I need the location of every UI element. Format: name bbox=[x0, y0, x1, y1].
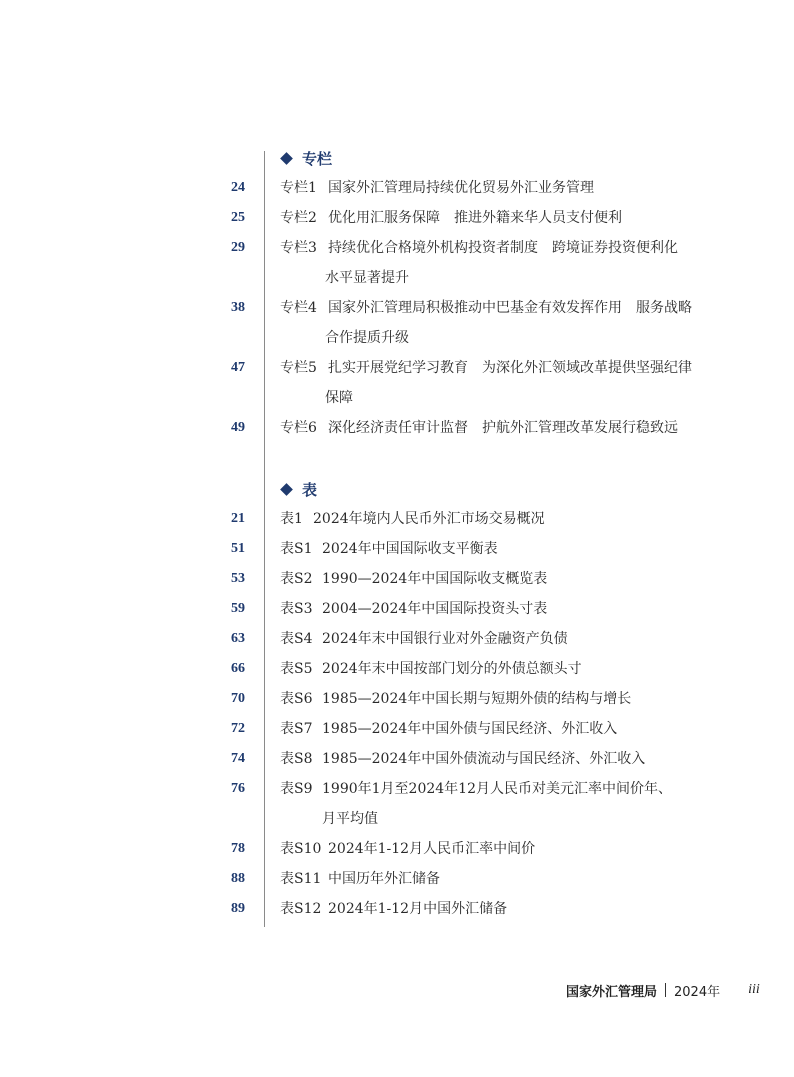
section-heading-tables bbox=[280, 479, 317, 499]
toc-entry[interactable] bbox=[0, 207, 794, 237]
toc-entry[interactable] bbox=[0, 898, 794, 928]
entry-title: 1990—2024年中国国际收支概览表 bbox=[322, 571, 548, 587]
entry-title: 2024年境内人民币外汇市场交易概况 bbox=[313, 511, 545, 527]
entry-label: 表S2 bbox=[280, 571, 313, 587]
entry-title: 1985—2024年中国长期与短期外债的结构与增长 bbox=[322, 691, 632, 707]
entry-title: 2024年中国国际收支平衡表 bbox=[322, 541, 498, 557]
page-number: 76 bbox=[231, 781, 245, 796]
entry-label: 表1 bbox=[280, 511, 303, 527]
entry-label: 表S12 bbox=[280, 901, 322, 917]
page-number: 70 bbox=[231, 691, 245, 706]
entry-label: 表S7 bbox=[280, 721, 313, 737]
entry-label: 表S8 bbox=[280, 751, 313, 767]
entry-title: 2024年1-12月人民币汇率中间价 bbox=[328, 841, 536, 857]
diamond-bullet-icon bbox=[280, 152, 293, 165]
entry-title: 中国历年外汇储备 bbox=[328, 871, 440, 887]
page-number: 47 bbox=[231, 360, 245, 375]
entry-label: 表S4 bbox=[280, 631, 313, 647]
entry-label: 表S11 bbox=[280, 871, 322, 887]
entry-title: 1985—2024年中国外债流动与国民经济、外汇收入 bbox=[322, 751, 646, 767]
toc-entry[interactable] bbox=[0, 237, 794, 286]
page-number: 72 bbox=[231, 721, 245, 736]
toc-entry[interactable] bbox=[0, 778, 794, 827]
toc-entry[interactable] bbox=[0, 177, 794, 207]
entry-label: 专栏6 bbox=[280, 420, 317, 436]
section-heading-label: 专栏 bbox=[302, 149, 333, 168]
section-heading-columns bbox=[280, 148, 332, 168]
section-heading-label: 表 bbox=[302, 480, 318, 499]
entry-title: 2024年1-12月中国外汇储备 bbox=[328, 901, 508, 917]
entry-label: 表S3 bbox=[280, 601, 313, 617]
toc-entry[interactable] bbox=[0, 508, 794, 538]
page-number: 63 bbox=[231, 631, 245, 646]
entry-title: 2004—2024年中国国际投资头寸表 bbox=[322, 601, 548, 617]
toc-entry[interactable] bbox=[0, 538, 794, 568]
entry-title-continued: 保障 bbox=[325, 390, 353, 406]
footer-page-number: iii bbox=[748, 982, 760, 997]
page-number: 89 bbox=[231, 901, 245, 916]
page-number: 38 bbox=[231, 300, 245, 315]
toc-entry[interactable] bbox=[0, 748, 794, 778]
entry-label: 专栏3 bbox=[280, 240, 317, 256]
entry-title: 优化用汇服务保障 推进外籍来华人员支付便利 bbox=[328, 210, 622, 226]
entry-label: 表S9 bbox=[280, 781, 313, 797]
footer-organization: 国家外汇管理局 bbox=[566, 984, 658, 1000]
entry-title: 2024年末中国按部门划分的外债总额头寸 bbox=[322, 661, 582, 677]
entry-label: 表S10 bbox=[280, 841, 322, 857]
page-number: 53 bbox=[231, 571, 245, 586]
page-number: 59 bbox=[231, 601, 245, 616]
footer-divider bbox=[665, 983, 666, 997]
toc-entry[interactable] bbox=[0, 297, 794, 346]
page-number: 21 bbox=[231, 511, 245, 526]
entry-label: 专栏2 bbox=[280, 210, 317, 226]
page-number: 49 bbox=[231, 420, 245, 435]
toc-entry[interactable] bbox=[0, 357, 794, 406]
entry-title: 1985—2024年中国外债与国民经济、外汇收入 bbox=[322, 721, 618, 737]
toc-entry[interactable] bbox=[0, 568, 794, 598]
entry-title: 扎实开展党纪学习教育 为深化外汇领域改革提供坚强纪律 bbox=[328, 360, 692, 376]
entry-label: 表S1 bbox=[280, 541, 313, 557]
diamond-bullet-icon bbox=[280, 483, 293, 496]
entry-label: 表S5 bbox=[280, 661, 313, 677]
page-number: 78 bbox=[231, 841, 245, 856]
entry-title-continued: 月平均值 bbox=[322, 811, 378, 827]
page-number: 66 bbox=[231, 661, 245, 676]
entry-label: 表S6 bbox=[280, 691, 313, 707]
page-number: 24 bbox=[231, 180, 245, 195]
page-footer bbox=[566, 980, 760, 1000]
page-number: 25 bbox=[231, 210, 245, 225]
toc-entry[interactable] bbox=[0, 628, 794, 658]
toc-entry[interactable] bbox=[0, 598, 794, 628]
page-number: 29 bbox=[231, 240, 245, 255]
entry-title: 1990年1月至2024年12月人民币对美元汇率中间价年、 bbox=[322, 781, 672, 797]
page-number: 51 bbox=[231, 541, 245, 556]
toc-entry[interactable] bbox=[0, 718, 794, 748]
footer-year: 2024年 bbox=[674, 984, 721, 1000]
toc-entry[interactable] bbox=[0, 838, 794, 868]
entry-title: 深化经济责任审计监督 护航外汇管理改革发展行稳致远 bbox=[328, 420, 678, 436]
entry-title: 国家外汇管理局积极推动中巴基金有效发挥作用 服务战略 bbox=[328, 300, 692, 316]
entry-title: 国家外汇管理局持续优化贸易外汇业务管理 bbox=[328, 180, 594, 196]
entry-label: 专栏5 bbox=[280, 360, 317, 376]
toc-entry[interactable] bbox=[0, 658, 794, 688]
page-number: 74 bbox=[231, 751, 245, 766]
page-number: 88 bbox=[231, 871, 245, 886]
toc-entry[interactable] bbox=[0, 417, 794, 447]
toc-entry[interactable] bbox=[0, 688, 794, 718]
entry-title-continued: 水平显著提升 bbox=[325, 270, 409, 286]
toc-entry[interactable] bbox=[0, 868, 794, 898]
entry-title: 2024年末中国银行业对外金融资产负债 bbox=[322, 631, 568, 647]
entry-title: 持续优化合格境外机构投资者制度 跨境证券投资便利化 bbox=[328, 240, 678, 256]
entry-label: 专栏4 bbox=[280, 300, 317, 316]
entry-title-continued: 合作提质升级 bbox=[325, 330, 409, 346]
entry-label: 专栏1 bbox=[280, 180, 317, 196]
